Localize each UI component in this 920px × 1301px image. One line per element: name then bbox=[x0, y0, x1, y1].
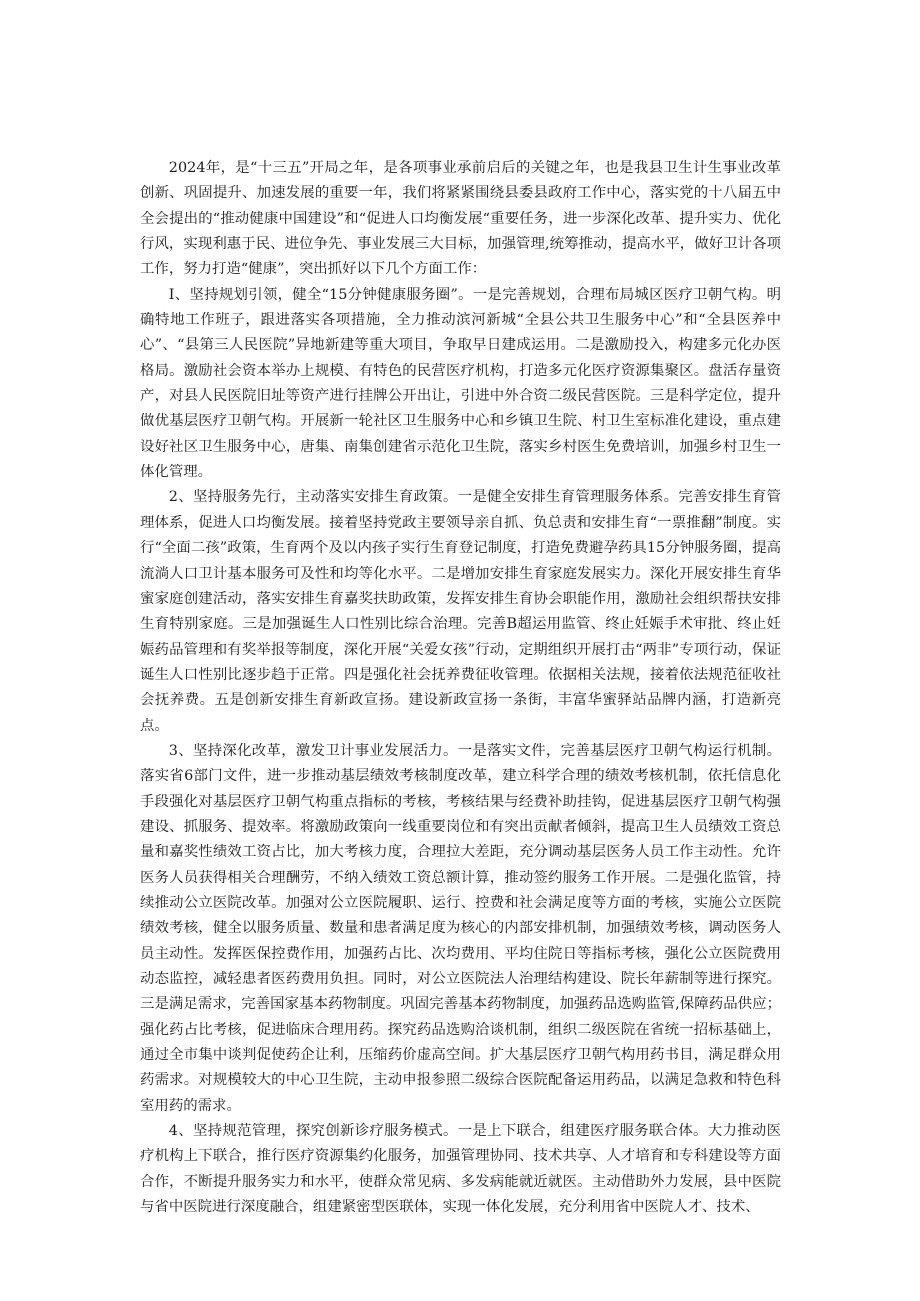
section-1-paragraph: I、坚持规划引领，健全“15分钟健康服务圈”。一是完善规划，合理布局城区医疗卫朝气构。明确特地工作班子，跟进落实各项措施，全力推动滨河新城“全县公共卫生服务中心”和“全县医养中心”、“县第三人民医院”异地新建等重大项目，争取早日建成运用。二是激励投入，构建多元化办医格局。激励社会资本举办上规模、有特色的民营医疗机构，打造多元化医疗资源集聚区。盘活存量资产，对县人民医院旧址等资产进行挂牌公开出让，引进中外合资二级民营医院。三是科学定位，提升做优基层医疗卫朝气构。开展新一轮社区卫生服务中心和乡镇卫生院、村卫生室标准化建设，重点建设好社区卫生服务中心，唐集、南集创建省示范化卫生院，落实乡村医生免费培训，加强乡村卫生一体化管理。 bbox=[140, 286, 781, 481]
section-2-paragraph: 2、坚持服务先行，主动落实安排生育政策。一是健全安排生育管理服务体系。完善安排生育管理体系，促进人口均衡发展。接着坚持党政主要领导亲自抓、负总责和安排生育“一票推翻”制度。实行“全面二孩”政策，生育两个及以内孩子实行生育登记制度，打造免费避孕药具15分钟服务圈，提高流淌人口卫计基本服务可及性和均等化水平。二是增加安排生育家庭发展实力。深化开展安排生育华蜜家庭创建活动，落实安排生育嘉奖扶助政策，发挥安排生育协会职能作用，激励社会组织帮扶安排生育特别家庭。三是加强诞生人口性别比综合治理。完善B超运用监管、终止妊娠手术审批、终止妊娠药品管理和有奖举报等制度，深化开展“关爱女孩”行动，定期组织开展打击“两非”专项行动，保证诞生人口性别比逐步趋于正常。四是强化社会抚养费征收管理。依据相关法规，接着依法规范征收社会抚养费。五是创新安排生育新政宣扬。建设新政宣扬一条街，丰富华蜜驿站品牌内涵，打造新亮点。 bbox=[140, 489, 781, 734]
intro-paragraph: 2024年，是“十三五”开局之年，是各项事业承前启后的关键之年，也是我县卫生计生事业改革创新、巩固提升、加速发展的重要一年，我们将紧紧围绕县委县政府工作中心，落实党的十八届五中全会提出的“推动健康中国建设”和“促进人口均衡发展“重要任务，进一步深化改革、提升实力、优化行风，实现利惠于民、进位争先、事业发展三大目标，加强管理,统筹推动，提高水平，做好卫计各项工作，努力打造“健康”，突出抓好以下几个方面工作： bbox=[140, 160, 781, 278]
section-3-paragraph: 3、坚持深化改革，激发卫计事业发展活力。一是落实文件，完善基层医疗卫朝气构运行机制。落实省6部门文件，进一步推动基层绩效考核制度改革，建立科学合理的绩效考核机制，依托信息化手段强化对基层医疗卫朝气构重点指标的考核，考核结果与经费补助挂钩，促进基层医疗卫朝气构强建设、抓服务、提效率。将激励政策向一线重要岗位和有突出贡献者倾斜，提高卫生人员绩效工资总量和嘉奖性绩效工资占比，加大考核力度，合理拉大差距，充分调动基层医务人员工作主动性。允许医务人员获得相关合理酬劳，不纳入绩效工资总额计算，推动签约服务工作开展。二是强化监管，持续推动公立医院改革。加强对公立医院履职、运行、控费和社会满足度等方面的考核，实施公立医院绩效考核，健全以服务质量、数量和患者满足度为核心的内部安排机制，加强绩效考核，调动医务人员主动性。发挥医保控费作用，加强药占比、次均费用、平均住院日等指标考核，强化公立医院费用动态监控，减轻患者医药费用负担。同时，对公立医院法人治理结构建设、院长年薪制等进行探究。三是满足需求，完善国家基本药物制度。巩固完善基本药物制度，加强药品选购监管,保障药品供应；强化药占比考核，促进临床合理用药。探究药品选购洽谈机制，组织二级医院在省统一招标基础上，通过全市集中谈判促使药企让利，压缩药价虚高空间。扩大基层医疗卫朝气构用药书目，满足群众用药需求。对规模较大的中心卫生院，主动申报参照二级综合医院配备运用药品，以满足急救和特色科室用药的需求。 bbox=[140, 742, 781, 1114]
section-4-paragraph: 4、坚持规范管理，探究创新诊疗服务模式。一是上下联合，组建医疗服务联合体。大力推动医疗机构上下联合，推行医疗资源集约化服务，加强管理协同、技术共享、人才培育和专科建设等方面合作，不断提升服务实力和水平，使群众常见病、多发病能就近就医。主动借助外力发展，县中医院与省中医院进行深度融合，组建紧密型医联体，实现一体化发展，充分利用省中医院人才、技术、 bbox=[140, 1123, 781, 1216]
document-body bbox=[140, 156, 781, 1220]
